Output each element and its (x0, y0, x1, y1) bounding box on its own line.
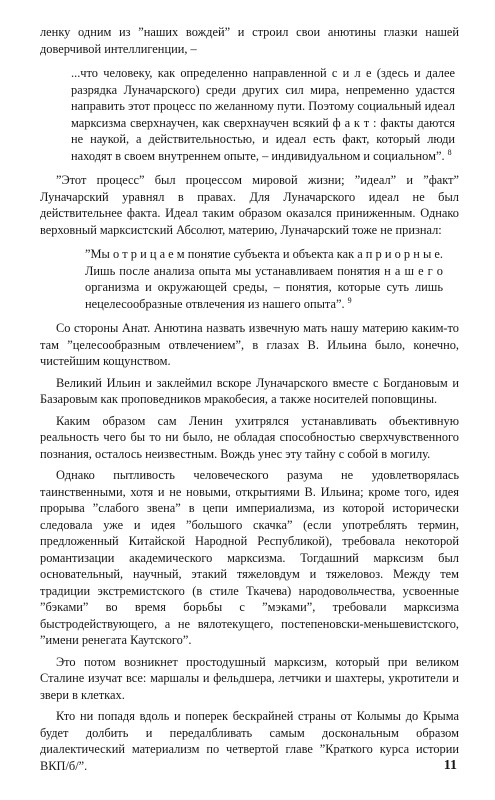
paragraph: Со стороны Анат. Анютина назвать извечную мать нашу материю каким-то там ”целесообразным отвлечением”, в глазах В. Ильина было, конечно, чистейшим кощунством. (40, 321, 459, 368)
block-quote-lunacharsky-subject-object (85, 246, 443, 312)
paragraph-continuation: ленку одним из ”наших вождей” и строил свои анютины глазки нашей доверчивой интеллигенции, – (40, 25, 459, 56)
paragraph: Каким образом сам Ленин ухитрялся устанавливать объективную реальность чего бы то ни было, не обладая способностью сверхчувственного познания, осталось неизвестным. Вождь унес эту тайну с собой в могилу. (40, 413, 459, 461)
quote-text: ”Мы о т р и ц а е м понятие субъекта и объекта как а п р и о р н ы е. Лишь после анализа опыта мы устанавливаем понятия н а ш е г о организма и окружающей среды, – понятия, которые суть лишь нецелесообразные отвлечения из нашего опыта”. (85, 247, 443, 311)
quote-text: ...что человеку, как определенно направленной с и л е (здесь и далее разрядка Луначарского) среди других сил мира, непременно удастся направить этот процесс по желанному пути. Поэтому социальный идеал марксизма сверхнаучен, как сверхнаучен всякий ф а к т : факты даются не наукой, а действительностью, и идеал есть факт, который люди находят в своем внутреннем опыте, – индивидуальном и социальном”. (71, 66, 455, 163)
page-number: 11 (443, 758, 457, 773)
paragraph: Великий Ильин и заклеймил вскоре Луначарского вместе с Богдановым и Базаровым как проповедников мракобесия, а также носителей поповщины. (40, 375, 459, 406)
paragraph: ”Этот процесс” был процессом мировой жизни; ”идеал” и ”факт” Луначарский уравнял в правах. Для Луначарского идеал не был действительнее факта. Идеал таким образом оказался приниженным. Однако верховный марксистский Абсолют, материю, Луначарский тоже не признал: (40, 173, 459, 237)
footnote-ref: 9 (347, 295, 352, 305)
paragraph: Однако пытливость человеческого разума не удовлетворялась таинственными, хотя и не новыми, открытиями В. Ильина; кроме того, идея прорыва ”слабого звена” в цепи империализма, из которой исторически следовала уже и идея ”большого скачка” (если употреблять термин, предложенный Китайской Народной Республикой), требовала некоторой романтизации академического марксизма. Тогдашний марксизм был основательный, научный, этакий тяжеловдум и тяжеловоз. Между тем традиции экстремистского (в стиле Ткачева) народовольчества, усвоенные ”бэками” во время борьбы с ”мэками”, требовали марксизма быстродействующего, а не вялотекущего, постепеновски-меньшевистского, ”имени ренегата Каутского”. (40, 468, 459, 647)
paragraph: Это потом возникнет простодушный марксизм, который при великом Сталине изучат все: маршалы и фельдшера, летчики и шахтеры, укротители и звери в клетках. (40, 654, 459, 702)
paragraph: Кто ни попадя вдоль и поперек бескрайней страны от Колымы до Крыма будет долбить и передалбливать самым доскональным образом диалектический материализм по четвертой главе ”Краткого курса истории ВКП/б/”. (40, 709, 459, 773)
footnote-ref: 8 (447, 147, 452, 157)
block-quote-lunacharsky-ideal (71, 65, 455, 164)
